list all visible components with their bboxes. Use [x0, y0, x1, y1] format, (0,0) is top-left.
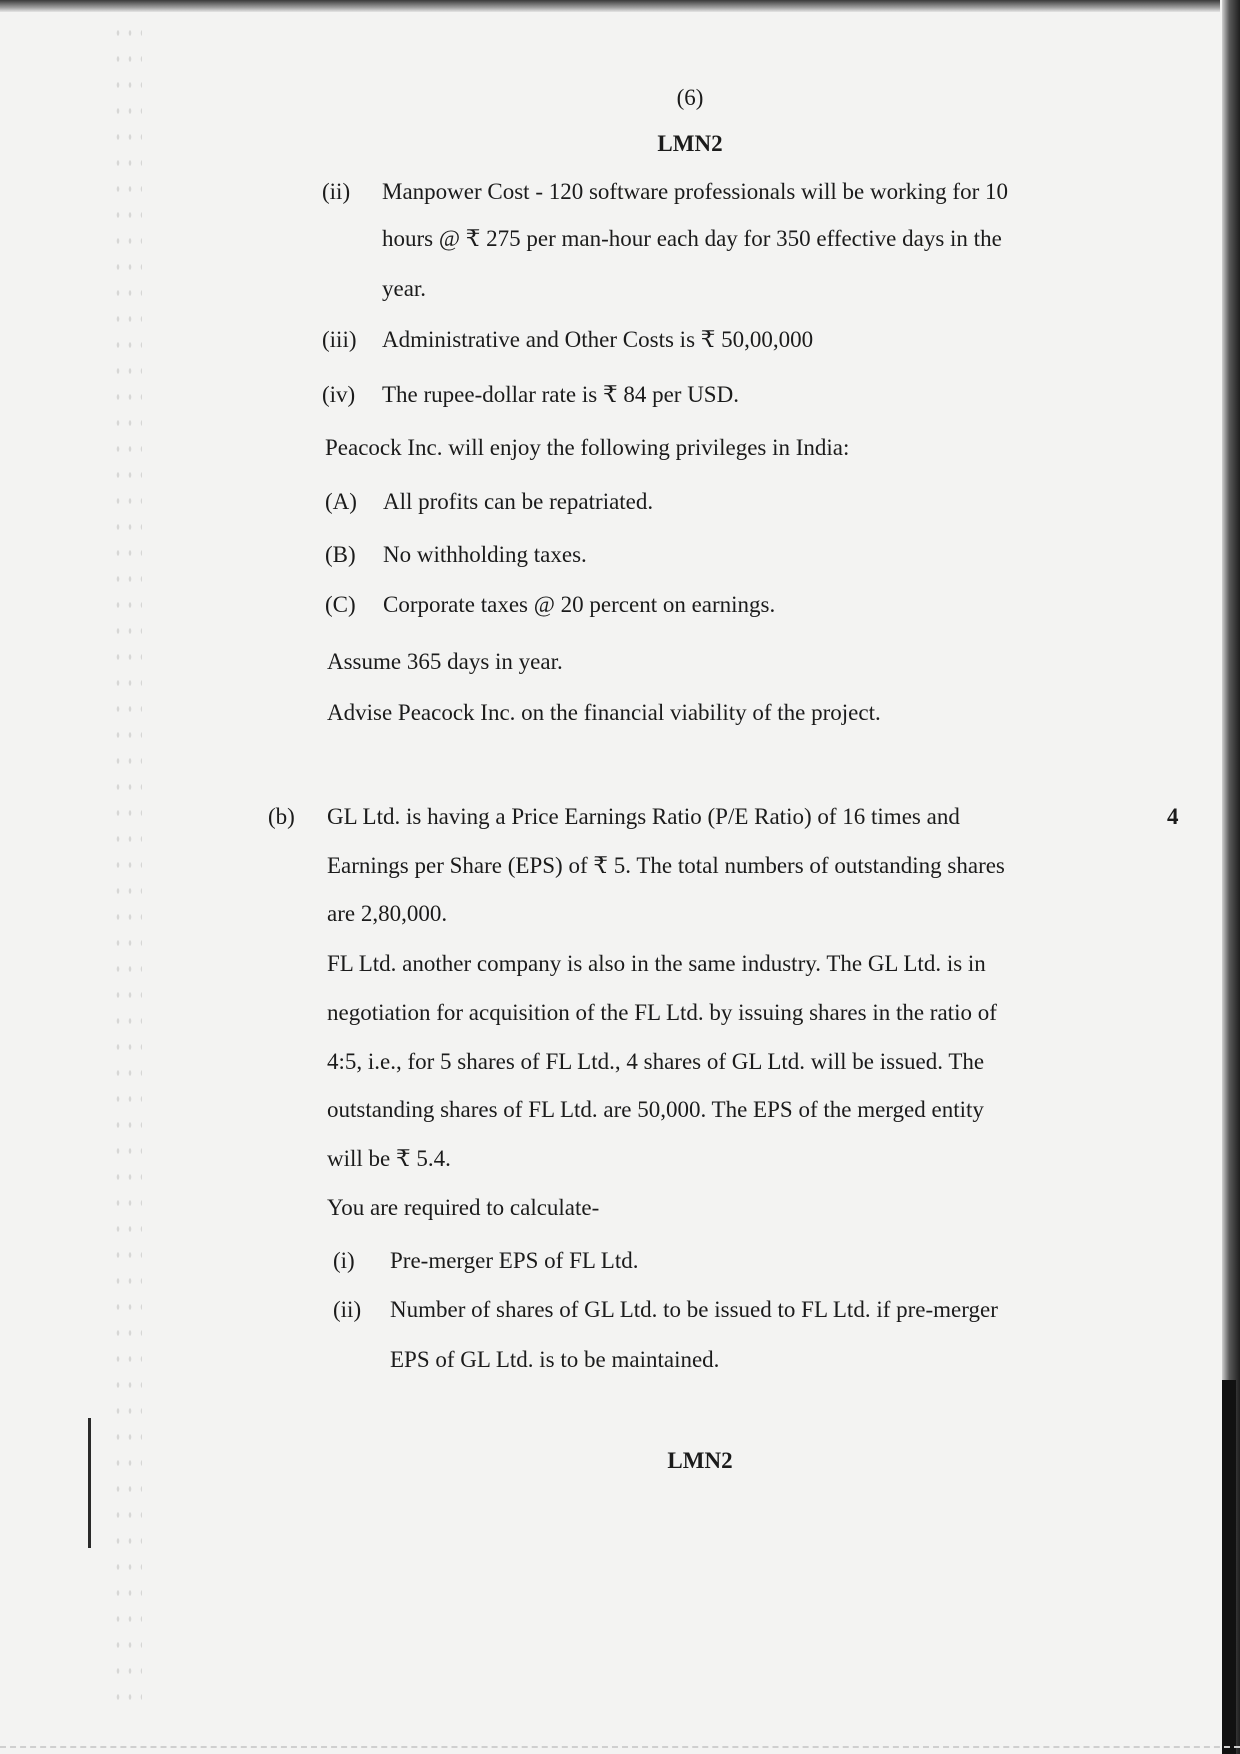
privilege-label: (C)	[325, 592, 356, 617]
scan-shadow	[1222, 1380, 1236, 1754]
marks: 4	[1167, 804, 1179, 829]
subquestion-text: Number of shares of GL Ltd. to be issued to FL Ltd. if pre-merger	[390, 1297, 998, 1322]
margin-mark	[88, 1418, 91, 1548]
item-label: (iii)	[322, 327, 357, 352]
item-text: hours @ ₹ 275 per man-hour each day for 350 effective days in the	[382, 226, 1002, 251]
privilege-text: No withholding taxes.	[383, 542, 587, 567]
item-text: Administrative and Other Costs is ₹ 50,00,000	[382, 327, 814, 352]
item-label: (iv)	[322, 382, 356, 407]
question-text: negotiation for acquisition of the FL Ltd. by issuing shares in the ratio of	[327, 1000, 997, 1025]
privileges-intro: Peacock Inc. will enjoy the following privileges in India:	[325, 435, 850, 460]
scan-edge-bottom	[0, 1746, 1240, 1754]
question-text: Earnings per Share (EPS) of ₹ 5. The total numbers of outstanding shares	[327, 853, 1005, 878]
subquestion-label: (i)	[333, 1248, 355, 1273]
assumption-text: Assume 365 days in year.	[327, 649, 563, 674]
question-text: are 2,80,000.	[327, 901, 448, 926]
subquestion-label: (ii)	[333, 1297, 362, 1322]
paper-code-footer: LMN2	[667, 1448, 733, 1473]
subquestion-text: EPS of GL Ltd. is to be maintained.	[390, 1347, 720, 1372]
paper-code-header: LMN2	[657, 131, 723, 156]
question-text: outstanding shares of FL Ltd. are 50,000. The EPS of the merged entity	[327, 1097, 984, 1122]
question-text: 4:5, i.e., for 5 shares of FL Ltd., 4 shares of GL Ltd. will be issued. The	[327, 1049, 985, 1074]
question-text: GL Ltd. is having a Price Earnings Ratio (P/E Ratio) of 16 times and	[327, 804, 960, 829]
item-label: (ii)	[322, 179, 351, 204]
privilege-label: (B)	[325, 542, 356, 567]
item-text: year.	[382, 276, 427, 301]
question-label: (b)	[268, 804, 295, 829]
page-number: (6)	[676, 85, 704, 110]
item-text: Manpower Cost - 120 software professionals will be working for 10	[382, 179, 1008, 204]
question-text: will be ₹ 5.4.	[327, 1146, 451, 1171]
item-text: The rupee-dollar rate is ₹ 84 per USD.	[382, 382, 739, 407]
instruction-text: Advise Peacock Inc. on the financial viability of the project.	[327, 700, 881, 725]
subquestion-text: Pre-merger EPS of FL Ltd.	[390, 1248, 639, 1273]
required-text: You are required to calculate-	[327, 1195, 600, 1220]
privilege-text: Corporate taxes @ 20 percent on earnings.	[383, 592, 776, 617]
privilege-label: (A)	[325, 489, 357, 514]
privilege-text: All profits can be repatriated.	[383, 489, 654, 514]
scan-edge-top	[0, 0, 1220, 12]
question-text: FL Ltd. another company is also in the same industry. The GL Ltd. is in	[327, 951, 986, 976]
